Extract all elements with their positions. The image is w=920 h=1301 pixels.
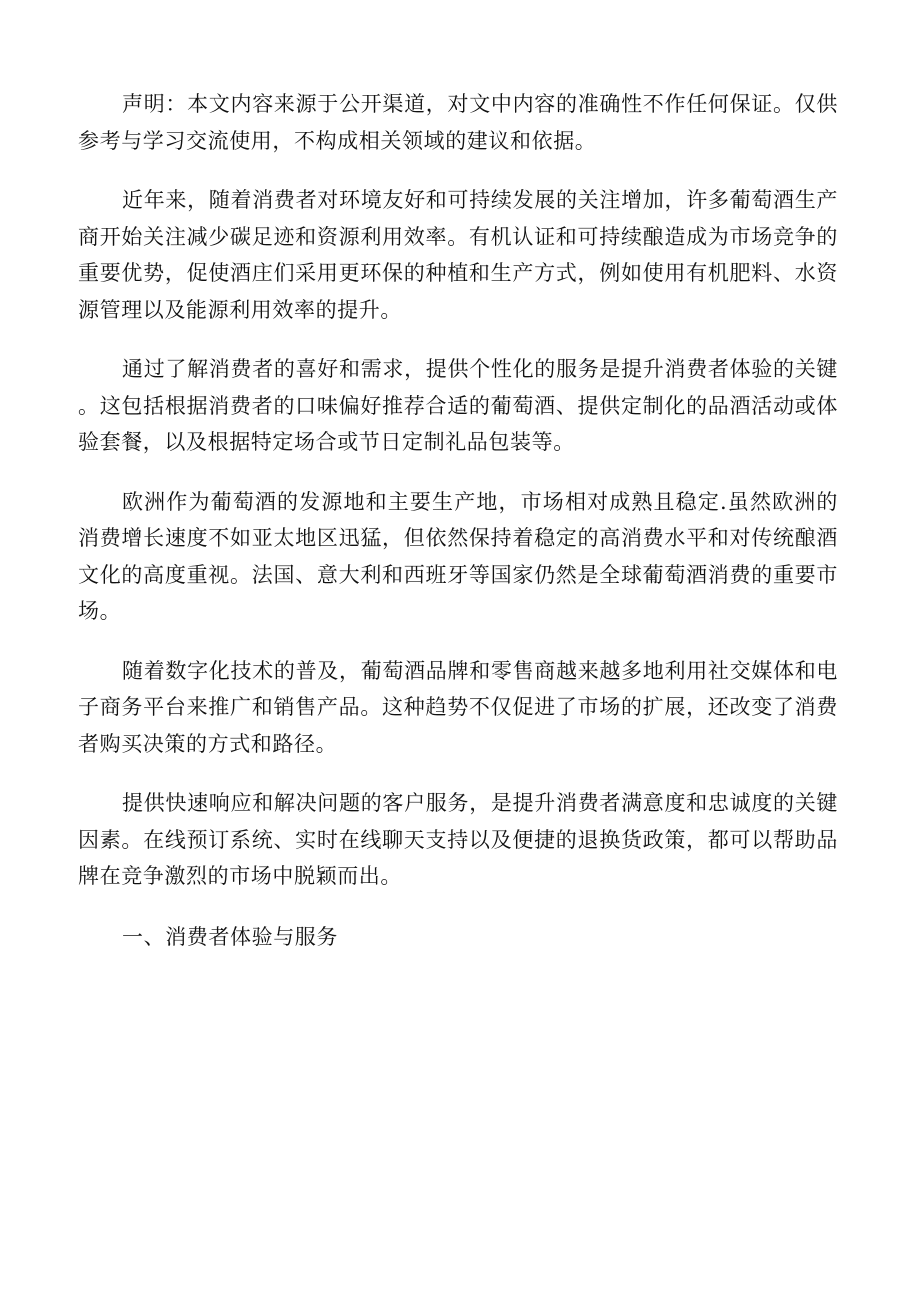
section-heading: 一、消费者体验与服务	[122, 924, 338, 949]
disclaimer-paragraph: 声明：本文内容来源于公开渠道，对文中内容的准确性不作任何保证。仅供参考与学习交流使用，不构成相关领域的建议和依据。	[78, 92, 838, 153]
body-paragraph: 欧洲作为葡萄酒的发源地和主要生产地，市场相对成熟且稳定.虽然欧洲的消费增长速度不如亚太地区迅猛，但依然保持着稳定的高消费水平和对传统酿酒文化的高度重视。法国、意大利和西班牙等国家仍然是全球葡萄酒消费的重要市场。	[78, 489, 838, 623]
body-paragraph: 随着数字化技术的普及，葡萄酒品牌和零售商越来越多地利用社交媒体和电子商务平台来推广和销售产品。这种趋势不仅促进了市场的扩展，还改变了消费者购买决策的方式和路径。	[78, 658, 838, 756]
body-paragraph: 通过了解消费者的喜好和需求，提供个性化的服务是提升消费者体验的关键。这包括根据消费者的口味偏好推荐合适的葡萄酒、提供定制化的品酒活动或体验套餐，以及根据特定场合或节日定制礼品包装等。	[78, 357, 838, 454]
body-paragraph: 提供快速响应和解决问题的客户服务，是提升消费者满意度和忠诚度的关键因素。在线预订系统、实时在线聊天支持以及便捷的退换货政策，都可以帮助品牌在竞争激烈的市场中脱颖而出。	[78, 791, 838, 888]
body-paragraph: 近年来，随着消费者对环境友好和可持续发展的关注增加，许多葡萄酒生产商开始关注减少碳足迹和资源利用效率。有机认证和可持续酿造成为市场竞争的重要优势，促使酒庄们采用更环保的种植和生产方式，例如使用有机肥料、水资源管理以及能源利用效率的提升。	[78, 188, 838, 322]
